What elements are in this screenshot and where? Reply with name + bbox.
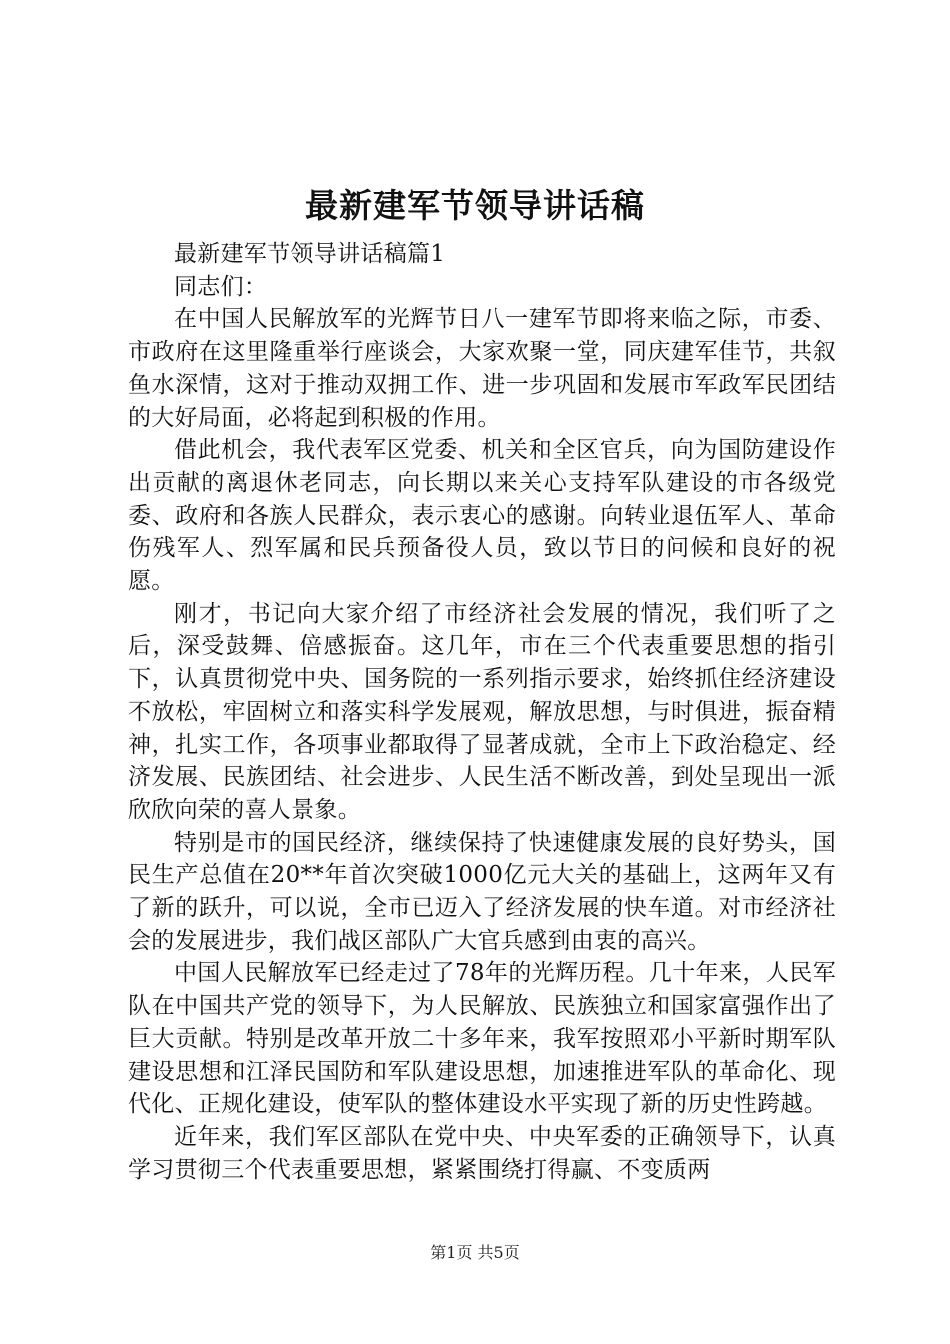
salutation: 同志们：	[174, 273, 268, 300]
body-paragraph: 刚才，书记向大家介绍了市经济社会发展的情况，我们听了之后，深受鼓舞、倍感振奋。这几年，市在三个代表重要思想的指引下，认真贯彻党中央、国务院的一系列指示要求，始终抓住经济建设不放松，牢固树立和落实科学发展观，解放思想，与时俱进，振奋精神，扎实工作，各项事业都取得了显著成就，全市上下政治稳定、经济发展、民族团结、社会进步、人民生活不断改善，到处呈现出一派欣欣向荣的喜人景象。	[128, 600, 836, 823]
body-paragraph: 中国人民解放军已经走过了78年的光辉历程。几十年来，人民军队在中国共产党的领导下，为人民解放、民族独立和国家富强作出了巨大贡献。特别是改革开放二十多年来，我军按照邓小平新时期军队建设思想和江泽民国防和军队建设思想，加速推进军队的革命化、现代化、正规化建设，使军队的整体建设水平实现了新的历史性跨越。	[128, 960, 836, 1118]
section-heading: 最新建军节领导讲话稿篇1	[174, 241, 446, 267]
page-number-footer: 第1页 共5页	[430, 1243, 520, 1262]
body-paragraph: 借此机会，我代表军区党委、机关和全区官兵，向为国防建设作出贡献的离退休老同志，向长期以来关心支持军队建设的市各级党委、政府和各族人民群众，表示衷心的感谢。向转业退伍军人、革命伤残军人、烈军属和民兵预备役人员，致以节日的问候和良好的祝愿。	[128, 437, 836, 595]
body-paragraph: 特别是市的国民经济，继续保持了快速健康发展的良好势头，国民生产总值在20**年首次突破1000亿元大关的基础上，这两年又有了新的跃升，可以说，全市已迈入了经济发展的快车道。对市经济社会的发展进步，我们战区部队广大官兵感到由衷的高兴。	[128, 829, 836, 954]
body-paragraph: 近年来，我们军区部队在党中央、中央军委的正确领导下，认真学习贯彻三个代表重要思想，紧紧围绕打得赢、不变质两	[128, 1123, 836, 1183]
document-body	[128, 238, 836, 1186]
body-paragraph: 在中国人民解放军的光辉节日八一建军节即将来临之际，市委、市政府在这里隆重举行座谈会，大家欢聚一堂，同庆建军佳节，共叙鱼水深情，这对于推动双拥工作、进一步巩固和发展市军政军民团结的大好局面，必将起到积极的作用。	[128, 306, 836, 431]
document-title: 最新建军节领导讲话稿	[305, 186, 645, 225]
